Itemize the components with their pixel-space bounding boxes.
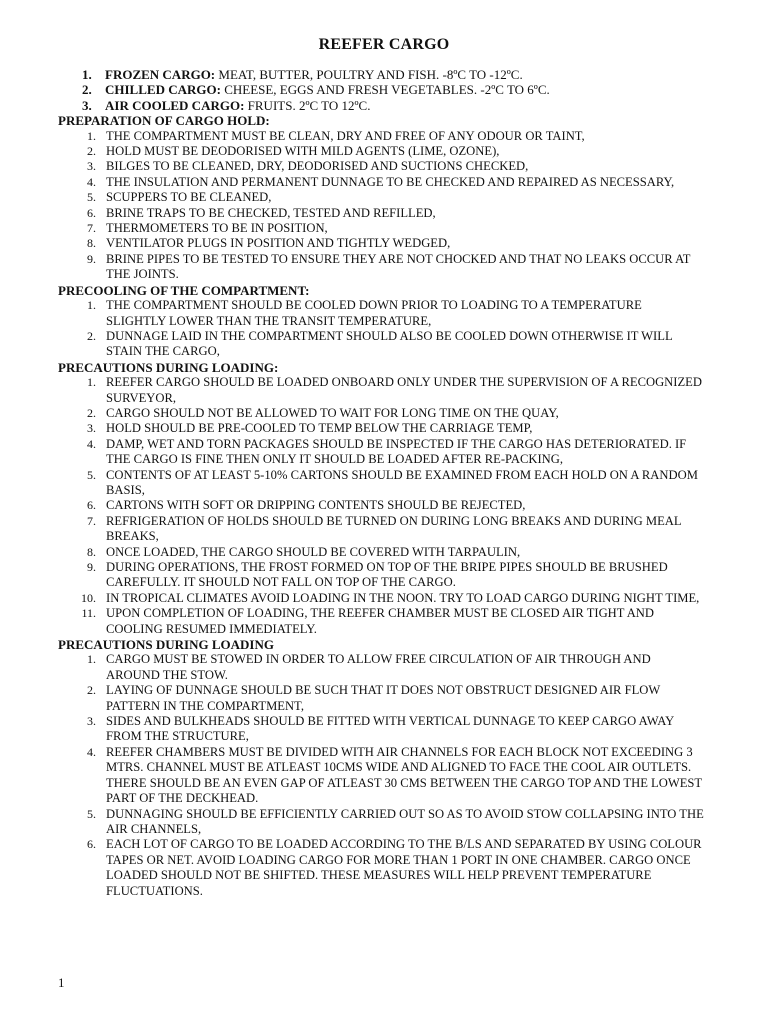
list-item-text: CARGO SHOULD NOT BE ALLOWED TO WAIT FOR LONG TIME ON THE QUAY, (106, 405, 559, 420)
cargo-type-item (58, 82, 738, 97)
list-item-text: VENTILATOR PLUGS IN POSITION AND TIGHTLY WEDGED, (106, 236, 451, 251)
list-item-text: REEFER CARGO SHOULD BE LOADED ONBOARD ONLY UNDER THE SUPERVISION OF A RECOGNIZED SURVEYOR, (106, 375, 702, 405)
list-number: 5. (87, 467, 96, 482)
section-list (58, 652, 738, 899)
section-heading: PREPARATION OF CARGO HOLD: (58, 113, 270, 129)
list-item-text: THE COMPARTMENT SHOULD BE COOLED DOWN PRIOR TO LOADING TO A TEMPERATURE SLIGHTLY LOWER THAN THE TRANSIT TEMPERATURE, (106, 298, 642, 328)
list-number: 1. (87, 128, 96, 143)
list-item (58, 375, 738, 406)
list-item (58, 514, 738, 545)
list-item-text: CONTENTS OF AT LEAST 5-10% CARTONS SHOULD BE EXAMINED FROM EACH HOLD ON A RANDOM BASIS, (106, 467, 698, 497)
list-number: 6. (87, 205, 96, 220)
list-item (58, 159, 738, 174)
list-number: 6. (87, 498, 96, 513)
list-number: 5. (87, 806, 96, 821)
list-item (58, 560, 738, 591)
list-number: 2. (82, 82, 92, 98)
list-item-text: BRINE PIPES TO BE TESTED TO ENSURE THEY ARE NOT CHOCKED AND THAT NO LEAKS OCCUR AT THE JOINTS. (106, 251, 691, 282)
list-number: 4. (87, 436, 96, 451)
list-item (58, 421, 738, 436)
list-number: 8. (87, 544, 96, 559)
page-title: REEFER CARGO (318, 36, 450, 53)
list-item-text: THE INSULATION AND PERMANENT DUNNAGE TO BE CHECKED AND REPAIRED AS NECESSARY, (106, 174, 675, 189)
list-item-text: THERMOMETERS TO BE IN POSITION, (106, 221, 328, 236)
list-item-text: LAYING OF DUNNAGE SHOULD BE SUCH THAT IT DOES NOT OBSTRUCT DESIGNED AIR FLOW PATTERN IN THE COMPARTMENT, (106, 683, 661, 713)
list-number: 2. (87, 328, 96, 343)
section-heading: PRECAUTIONS DURING LOADING: (58, 359, 279, 375)
list-item-text: DUNNAGE LAID IN THE COMPARTMENT SHOULD ALSO BE COOLED DOWN OTHERWISE IT WILL STAIN THE CARGO, (106, 328, 673, 359)
list-item-text: REFRIGERATION OF HOLDS SHOULD BE TURNED ON DURING LONG BREAKS AND DURING MEAL BREAKS, (106, 513, 682, 544)
list-item-text: HOLD SHOULD BE PRE-COOLED TO TEMP BELOW THE CARRIAGE TEMP, (106, 421, 533, 436)
cargo-type-text: CHEESE, EGGS AND FRESH VEGETABLES. -2ºC TO 6ºC. (220, 82, 550, 98)
list-number: 1. (87, 298, 96, 313)
list-item (58, 298, 738, 329)
list-item (58, 206, 738, 221)
list-item-text: THE COMPARTMENT MUST BE CLEAN, DRY AND FREE OF ANY ODOUR OR TAINT, (106, 128, 585, 143)
list-item-text: HOLD MUST BE DEODORISED WITH MILD AGENTS (LIME, OZONE), (106, 144, 500, 159)
section-heading: PRECOOLING OF THE COMPARTMENT: (58, 282, 310, 298)
list-number: 5. (87, 190, 96, 205)
list-item (58, 236, 738, 251)
list-item (58, 652, 738, 683)
list-item-text: DAMP, WET AND TORN PACKAGES SHOULD BE INSPECTED IF THE CARGO HAS DETERIORATED. IF THE CARGO IS FINE THEN ONLY IT SHOULD BE LOADED AFTER RE-PACKING, (106, 436, 687, 467)
list-item (58, 468, 738, 499)
page-number: 1 (58, 975, 65, 990)
list-item (58, 221, 738, 236)
section-heading: PRECAUTIONS DURING LOADING (58, 637, 274, 653)
list-number: 4. (87, 744, 96, 759)
cargo-type-label: AIR COOLED CARGO: (105, 97, 245, 113)
list-number: 6. (87, 837, 96, 852)
list-item-text: BILGES TO BE CLEANED, DRY, DEODORISED AND SUCTIONS CHECKED, (106, 159, 529, 174)
list-number: 7. (87, 513, 96, 528)
list-number: 4. (87, 174, 96, 189)
list-item (58, 683, 738, 714)
section-list (58, 129, 738, 283)
list-item (58, 190, 738, 205)
list-number: 1. (87, 652, 96, 667)
list-item (58, 437, 738, 468)
list-number: 3. (82, 97, 92, 113)
list-item (58, 545, 738, 560)
list-item (58, 498, 738, 513)
list-number: 8. (87, 236, 96, 251)
list-item (58, 129, 738, 144)
list-number: 11. (81, 606, 96, 621)
list-number: 3. (87, 421, 96, 436)
list-item (58, 591, 738, 606)
list-item (58, 714, 738, 745)
list-item (58, 329, 738, 360)
list-item (58, 606, 738, 637)
cargo-type-label: FROZEN CARGO: (105, 67, 216, 82)
list-item-text: EACH LOT OF CARGO TO BE LOADED ACCORDING TO THE B/LS AND SEPARATED BY USING COLOUR TAPES OR NET. AVOID LOADING CARGO FOR MORE THAN 1 PORT IN ONE CHAMBER. CARGO ONCE LOADED SHOULD NOT BE SHIFTED. THESE MEASURES WILL HELP PREVENT TEMPERATURE FLUCTUATIONS. (106, 837, 702, 898)
list-item (58, 406, 738, 421)
list-item-text: DUNNAGING SHOULD BE EFFICIENTLY CARRIED OUT SO AS TO AVOID STOW COLLAPSING INTO THE AIR CHANNELS, (106, 806, 704, 836)
list-item-text: ONCE LOADED, THE CARGO SHOULD BE COVERED WITH TARPAULIN, (106, 544, 521, 559)
list-item-text: DURING OPERATIONS, THE FROST FORMED ON TOP OF THE BRIPE PIPES SHOULD BE BRUSHED CAREFULLY. IT SHOULD NOT FALL ON TOP OF THE CARGO. (106, 560, 668, 590)
list-number: 1. (87, 375, 96, 390)
list-item-text: BRINE TRAPS TO BE CHECKED, TESTED AND REFILLED, (106, 205, 436, 220)
section-list (58, 298, 738, 360)
list-item-text: CARTONS WITH SOFT OR DRIPPING CONTENTS SHOULD BE REJECTED, (106, 498, 526, 513)
cargo-type-text: FRUITS. 2ºC TO 12ºC. (244, 97, 371, 113)
list-number: 3. (87, 159, 96, 174)
list-item (58, 252, 738, 283)
list-item-text: SCUPPERS TO BE CLEANED, (106, 190, 272, 205)
list-item (58, 175, 738, 190)
sections-container (58, 113, 738, 899)
list-number: 1. (82, 67, 92, 82)
cargo-type-list (58, 67, 738, 113)
list-item (58, 837, 738, 899)
list-number: 10. (81, 590, 96, 605)
list-number: 7. (87, 221, 96, 236)
list-item-text: CARGO MUST BE STOWED IN ORDER TO ALLOW FREE CIRCULATION OF AIR THROUGH AND AROUND THE STOW. (106, 652, 651, 682)
cargo-type-item (58, 67, 738, 82)
list-number: 2. (87, 144, 96, 159)
document-body (58, 67, 738, 899)
cargo-type-item (58, 98, 738, 113)
list-item (58, 745, 738, 807)
list-item-text: SIDES AND BULKHEADS SHOULD BE FITTED WITH VERTICAL DUNNAGE TO KEEP CARGO AWAY FROM THE STRUCTURE, (106, 714, 674, 744)
list-number: 3. (87, 714, 96, 729)
list-item (58, 807, 738, 838)
list-number: 2. (87, 683, 96, 698)
list-item-text: IN TROPICAL CLIMATES AVOID LOADING IN THE NOON. TRY TO LOAD CARGO DURING NIGHT TIME, (106, 590, 700, 605)
list-number: 2. (87, 405, 96, 420)
list-item-text: REEFER CHAMBERS MUST BE DIVIDED WITH AIR CHANNELS FOR EACH BLOCK NOT EXCEEDING 3 MTRS. CHANNEL MUST BE ATLEAST 10CMS WIDE AND ALIGNED TO FACE THE COOL AIR OUTLETS. THERE SHOULD BE AN EVEN GAP OF ATLEAST 30 CMS BETWEEN THE CARGO TOP AND THE LOWEST PART OF THE DECKHEAD. (106, 744, 702, 806)
list-item-text: UPON COMPLETION OF LOADING, THE REEFER CHAMBER MUST BE CLOSED AIR TIGHT AND COOLING RESUMED IMMEDIATELY. (106, 606, 654, 636)
list-number: 9. (87, 560, 96, 574)
cargo-type-text: MEAT, BUTTER, POULTRY AND FISH. -8ºC TO -12ºC. (215, 67, 523, 82)
list-number: 9. (87, 251, 96, 266)
list-item (58, 144, 738, 159)
cargo-type-label: CHILLED CARGO: (105, 82, 221, 98)
section-list (58, 375, 738, 637)
